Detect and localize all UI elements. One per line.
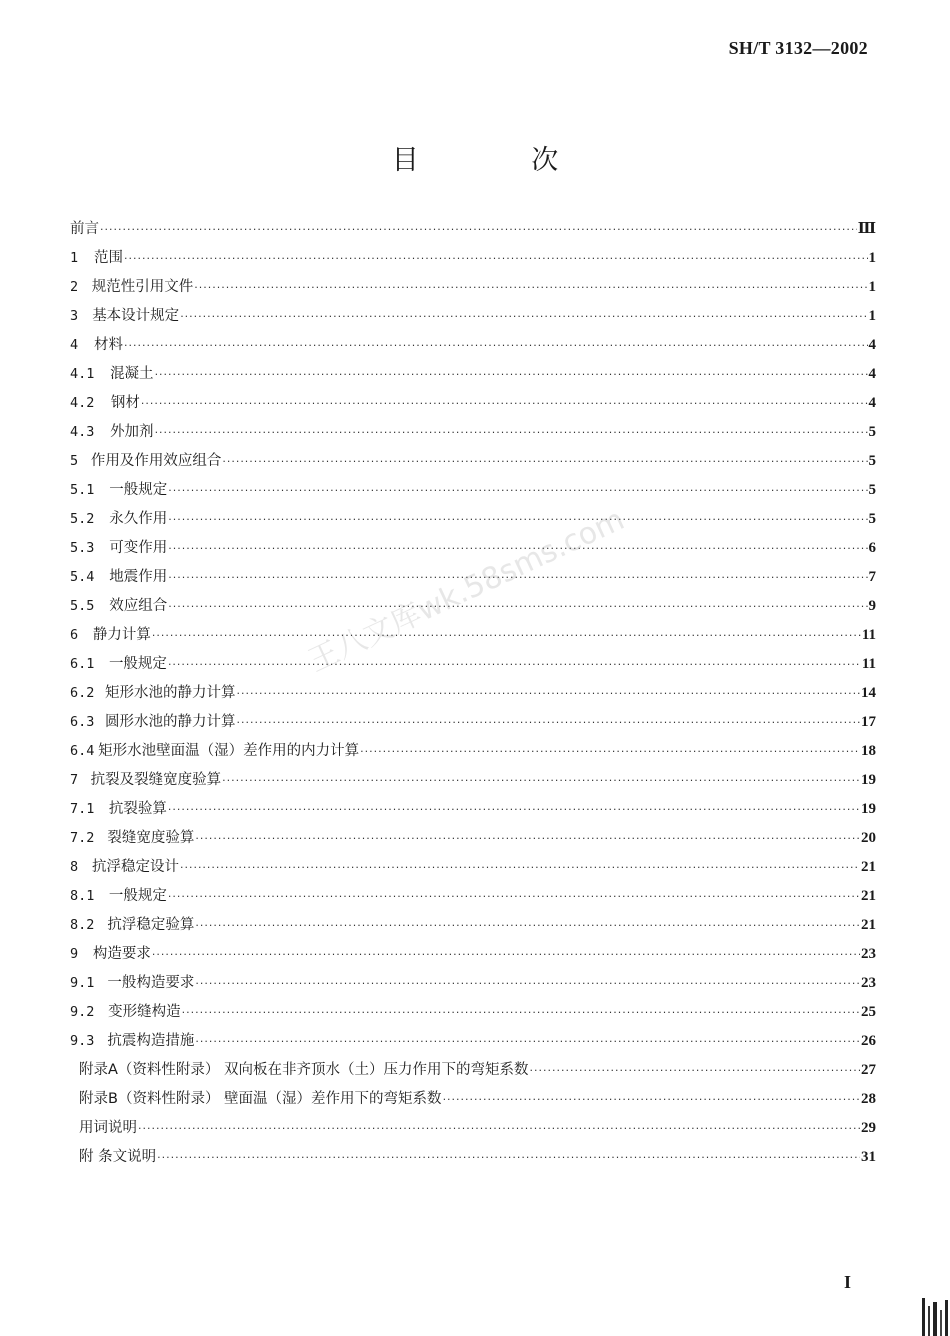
toc-entry-page: 19: [861, 772, 876, 788]
toc-entry-title: 作用及作用效应组合: [90, 453, 222, 469]
toc-entry-title: 静力计算: [92, 627, 151, 643]
toc-entry-title: 附录A（资料性附录） 双向板在非齐顶水（土）压力作用下的弯矩系数: [79, 1062, 529, 1078]
toc-entry-page: 5: [868, 424, 876, 440]
toc-dot-leader: [195, 919, 860, 932]
toc-entry-title: 一般规定: [108, 888, 167, 904]
toc-dot-leader: [168, 542, 867, 555]
toc-dot-leader: [530, 1064, 860, 1077]
toc-entry-number: 4.3: [70, 424, 95, 440]
toc-dot-leader: [168, 484, 867, 497]
toc-dot-leader: [222, 774, 860, 787]
toc-entry-number: 8: [70, 859, 79, 875]
toc-entry-number: 7.1: [70, 801, 95, 817]
toc-entry[interactable]: [70, 710, 876, 739]
toc-entry[interactable]: [70, 1029, 876, 1058]
toc-dot-leader: [152, 948, 860, 961]
toc-entry-title: 矩形水池的静力计算: [105, 685, 236, 701]
toc-entry[interactable]: [70, 652, 876, 681]
toc-entry[interactable]: [70, 594, 876, 623]
toc-entry-page: 21: [861, 859, 876, 875]
toc-dot-leader: [194, 281, 867, 294]
toc-entry-title: 永久作用: [109, 511, 168, 527]
toc-entry[interactable]: [70, 1116, 876, 1145]
toc-entry-title: 构造要求: [92, 946, 151, 962]
toc-entry-title: 范围: [94, 250, 123, 266]
toc-entry[interactable]: [70, 246, 876, 275]
toc-entry[interactable]: [70, 942, 876, 971]
toc-entry-number: 5: [70, 453, 79, 469]
page-number: I: [844, 1272, 852, 1292]
toc-dot-leader: [155, 426, 868, 439]
toc-dot-leader: [124, 339, 868, 352]
toc-dot-leader: [222, 455, 867, 468]
toc-entry-title: 外加剂: [110, 424, 154, 440]
toc-entry-page: 5: [868, 482, 876, 498]
toc-entry-number: 7: [70, 772, 79, 788]
toc-entry-page: 20: [861, 830, 876, 846]
toc-entry[interactable]: [70, 971, 876, 1000]
toc-entry-number: 5.3: [70, 540, 95, 556]
toc-dot-leader: [168, 513, 867, 526]
toc-dot-leader: [138, 1122, 860, 1135]
toc-entry-page: 21: [861, 917, 876, 933]
toc-dot-leader: [237, 716, 860, 729]
toc-entry[interactable]: [70, 275, 876, 304]
toc-entry-title: 裂缝宽度验算: [107, 830, 195, 846]
toc-dot-leader: [168, 658, 861, 671]
toc-entry[interactable]: [70, 1000, 876, 1029]
toc-entry-title: 抗裂及裂缝宽度验算: [90, 772, 222, 788]
toc-entry[interactable]: [70, 1145, 876, 1174]
toc-entry[interactable]: [70, 797, 876, 826]
toc-entry-page: 1: [868, 250, 876, 266]
toc-entry-number: 5.2: [70, 511, 95, 527]
toc-entry-page: 4: [868, 366, 876, 382]
standard-code: SH/T 3132—2002: [728, 38, 868, 58]
toc-entry[interactable]: [70, 565, 876, 594]
toc-entry-number: 5.4: [70, 569, 95, 585]
toc-entry-page: 1: [868, 279, 876, 295]
toc-dot-leader: [195, 977, 860, 990]
toc-entry[interactable]: [70, 304, 876, 333]
toc-entry[interactable]: [70, 623, 876, 652]
toc-entry-number: 2: [70, 279, 79, 295]
toc-dot-leader: [195, 832, 860, 845]
toc-dot-leader: [100, 223, 857, 236]
toc-entry-title: 抗震构造措施: [107, 1033, 195, 1049]
toc-dot-leader: [195, 1035, 860, 1048]
toc-entry-title: 抗裂验算: [108, 801, 167, 817]
toc-entry-page: 9: [868, 598, 876, 614]
toc-entry-title: 前言: [70, 221, 99, 237]
toc-entry[interactable]: [70, 768, 876, 797]
toc-entry[interactable]: [70, 507, 876, 536]
toc-entry-number: 4: [70, 337, 79, 353]
watermark: 王八文库wk.58sms.com: [303, 501, 630, 679]
toc-entry-number: 6.2: [70, 685, 95, 701]
toc-entry-title: 矩形水池壁面温（湿）差作用的内力计算: [98, 743, 360, 759]
toc-entry-number: 5.5: [70, 598, 95, 614]
page-title: 目 次: [391, 145, 611, 176]
toc-dot-leader: [443, 1093, 860, 1106]
toc-entry-title: 附录B（资料性附录） 壁面温（湿）差作用下的弯矩系数: [79, 1091, 442, 1107]
toc-entry-page: 6: [868, 540, 876, 556]
toc-entry-page: 4: [868, 395, 876, 411]
toc-entry[interactable]: [70, 391, 876, 420]
toc-entry-title: 材料: [94, 337, 123, 353]
toc-entry-page: 11: [861, 656, 876, 672]
toc-entry[interactable]: [70, 681, 876, 710]
toc-entry[interactable]: [70, 1058, 876, 1087]
toc-entry[interactable]: [70, 826, 876, 855]
toc-entry-title: 规范性引用文件: [91, 279, 194, 295]
toc-entry-number: 8.1: [70, 888, 95, 904]
toc-entry-title: 钢材: [110, 395, 140, 411]
toc-dot-leader: [168, 600, 867, 613]
toc-entry[interactable]: [70, 449, 876, 478]
toc-entry-page: 31: [861, 1149, 876, 1165]
toc-entry-title: 一般规定: [109, 482, 168, 498]
toc-dot-leader: [168, 890, 860, 903]
toc-entry-number: 9.3: [70, 1033, 95, 1049]
toc-entry-page: 14: [861, 685, 876, 701]
toc-entry-page: 25: [861, 1004, 876, 1020]
toc-entry-page: 7: [868, 569, 876, 585]
toc-entry[interactable]: [70, 362, 876, 391]
toc-dot-leader: [182, 1006, 860, 1019]
toc-entry-number: 3: [70, 308, 79, 324]
toc-entry-number: 7.2: [70, 830, 95, 846]
toc-entry-number: 5.1: [70, 482, 95, 498]
toc-entry-page: 5: [868, 511, 876, 527]
toc-entry-page: 28: [861, 1091, 876, 1107]
toc-entry-title: 用词说明: [79, 1120, 137, 1136]
toc-entry-page: 27: [861, 1062, 876, 1078]
toc-entry-number: 6.4: [70, 743, 95, 759]
toc-entry-title: 附 条文说明: [79, 1149, 157, 1165]
table-of-contents: [70, 217, 876, 1174]
toc-entry-number: 4.1: [70, 366, 95, 382]
toc-entry-title: 可变作用: [109, 540, 168, 556]
toc-entry-page: 29: [861, 1120, 876, 1136]
toc-entry[interactable]: [70, 217, 876, 246]
toc-entry-number: 9.2: [70, 1004, 95, 1020]
toc-entry[interactable]: [70, 333, 876, 362]
toc-dot-leader: [237, 687, 860, 700]
toc-entry-title: 混凝土: [110, 366, 154, 382]
toc-entry[interactable]: [70, 913, 876, 942]
toc-entry-page: 4: [868, 337, 876, 353]
toc-dot-leader: [168, 803, 860, 816]
toc-entry-page: 23: [861, 946, 876, 962]
scan-artifact-icon: [910, 1292, 950, 1336]
toc-entry-number: 8.2: [70, 917, 95, 933]
toc-entry-title: 基本设计规定: [92, 308, 180, 324]
toc-entry-title: 一般构造要求: [107, 975, 195, 991]
toc-dot-leader: [180, 861, 860, 874]
toc-entry-page: 11: [861, 627, 876, 643]
toc-entry[interactable]: [70, 478, 876, 507]
toc-dot-leader: [152, 629, 861, 642]
toc-entry-page: 21: [861, 888, 876, 904]
toc-entry-title: 圆形水池的静力计算: [105, 714, 236, 730]
toc-entry[interactable]: [70, 1087, 876, 1116]
toc-entry-title: 效应组合: [109, 598, 168, 614]
toc-entry-number: 4.2: [70, 395, 95, 411]
toc-entry[interactable]: [70, 420, 876, 449]
toc-dot-leader: [141, 397, 868, 410]
toc-entry-page: 26: [861, 1033, 876, 1049]
toc-entry-title: 地震作用: [109, 569, 168, 585]
toc-dot-leader: [360, 745, 860, 758]
toc-entry-page: 18: [861, 743, 876, 759]
toc-entry-title: 抗浮稳定设计: [91, 859, 179, 875]
toc-entry-number: 1: [70, 250, 79, 266]
toc-entry-title: 抗浮稳定验算: [107, 917, 195, 933]
toc-entry-number: 6.1: [70, 656, 95, 672]
toc-dot-leader: [168, 571, 867, 584]
toc-dot-leader: [124, 252, 868, 265]
toc-entry-title: 一般规定: [108, 656, 167, 672]
toc-entry-page: 19: [861, 801, 876, 817]
toc-entry[interactable]: [70, 884, 876, 913]
toc-entry-title: 变形缝构造: [108, 1004, 181, 1020]
toc-entry-page: 5: [868, 453, 876, 469]
toc-dot-leader: [180, 310, 867, 323]
toc-entry[interactable]: [70, 855, 876, 884]
toc-entry[interactable]: [70, 739, 876, 768]
toc-entry-page: 1: [868, 308, 876, 324]
toc-dot-leader: [157, 1151, 860, 1164]
toc-entry-number: 6.3: [70, 714, 95, 730]
toc-entry-number: 9.1: [70, 975, 95, 991]
toc-dot-leader: [155, 368, 868, 381]
toc-entry-page: 17: [861, 714, 876, 730]
toc-entry-page: 23: [861, 975, 876, 991]
toc-entry-number: 9: [70, 946, 79, 962]
toc-entry-number: 6: [70, 627, 79, 643]
toc-entry-page: Ⅲ: [857, 221, 876, 237]
toc-entry[interactable]: [70, 536, 876, 565]
